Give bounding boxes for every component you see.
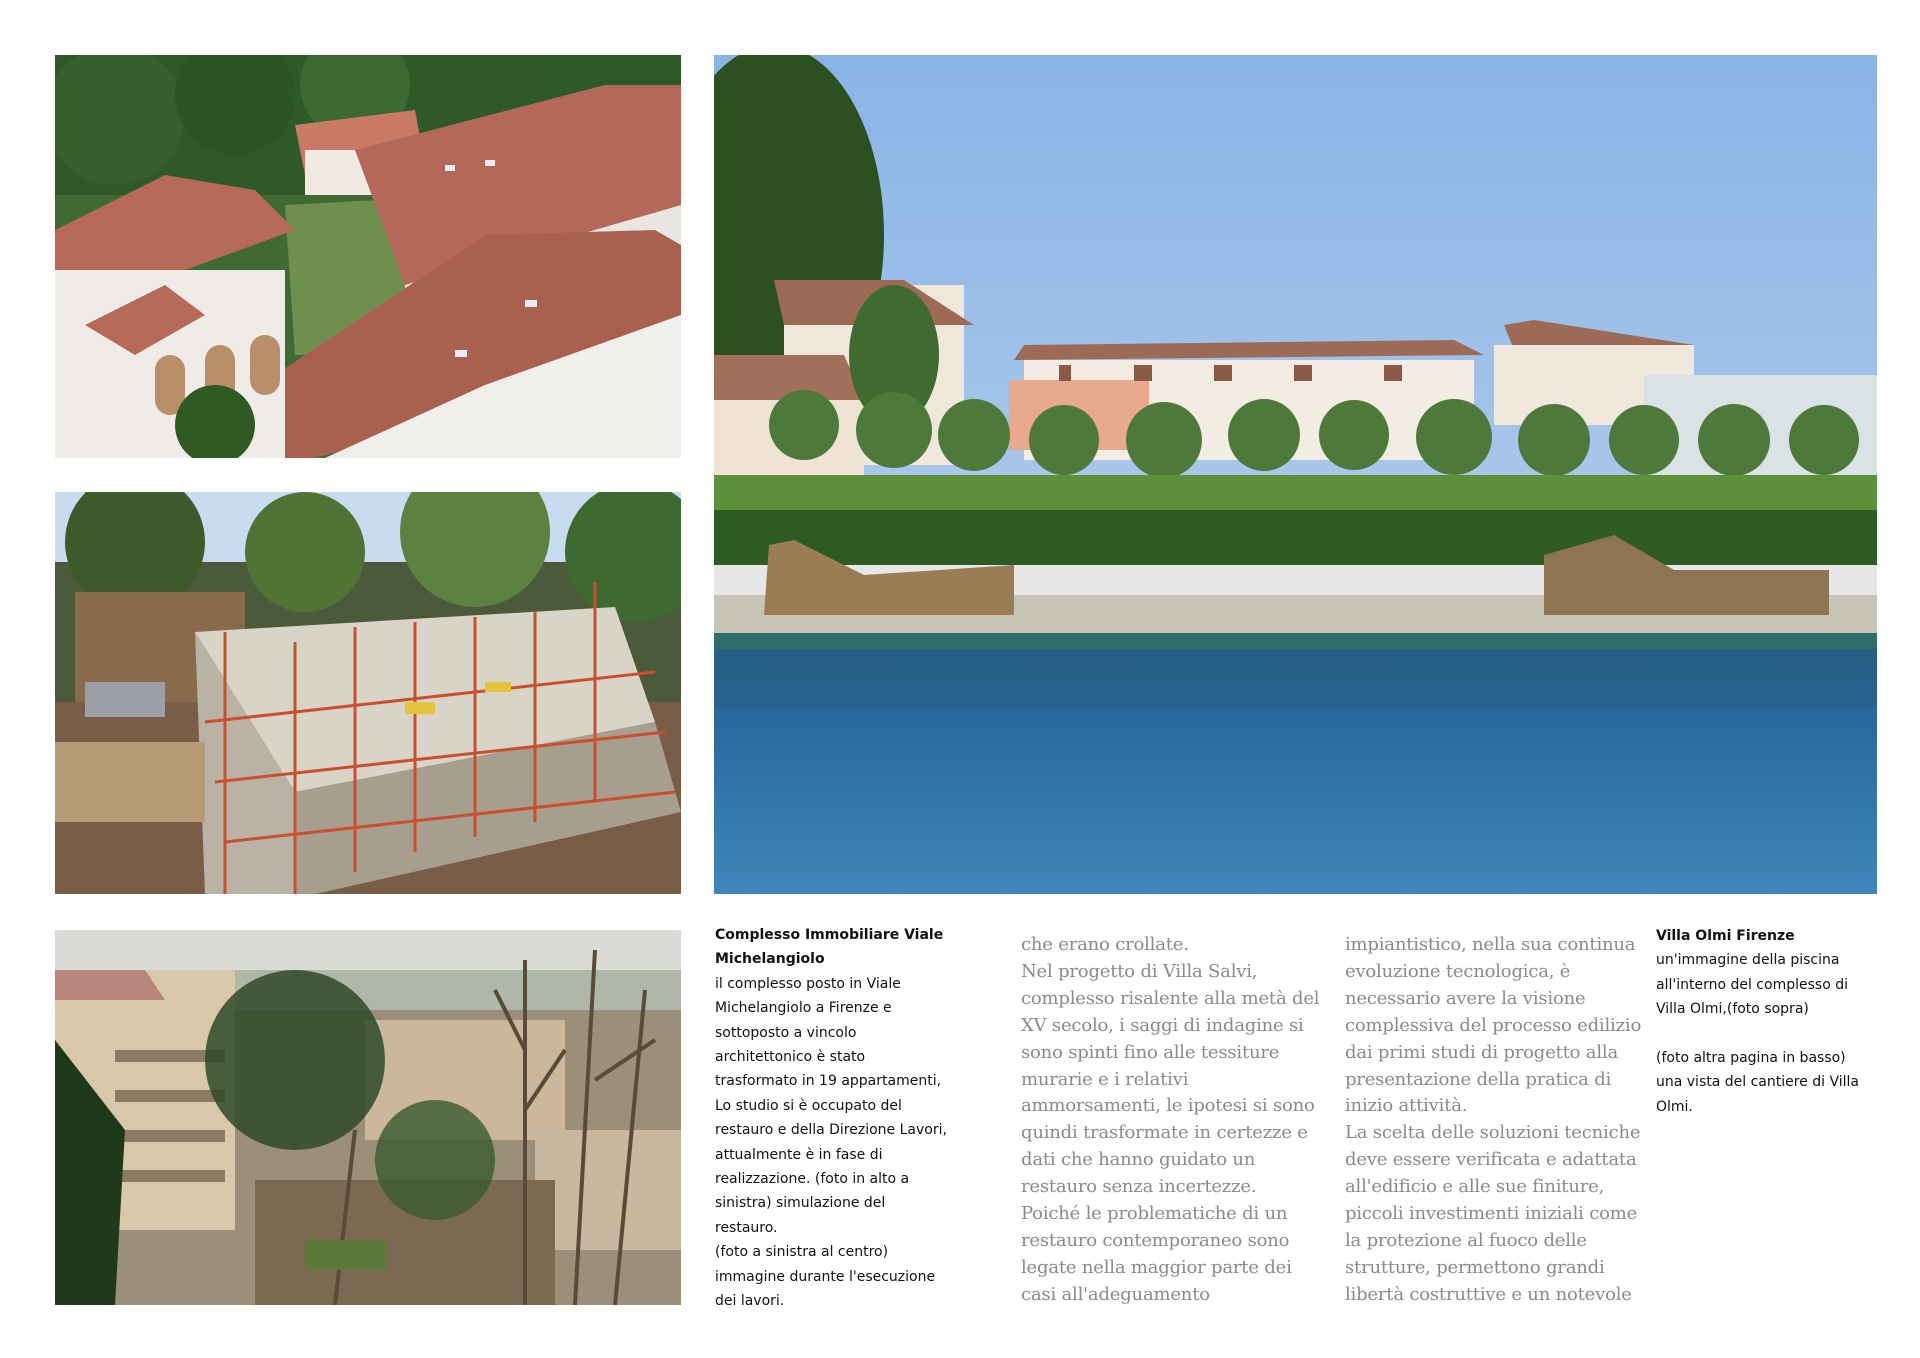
caption-left-line: trasformato in 19 appartamenti, [715, 1073, 942, 1090]
photo-rendering [55, 55, 681, 458]
body-line: strutture, permettono grandi [1345, 1256, 1605, 1278]
body-text-column-1 [1021, 932, 1321, 1309]
caption-right-title: Villa Olmi Firenze [1656, 928, 1795, 944]
caption-left-line: (foto a sinistra al centro) [715, 1244, 889, 1261]
rendering-image [55, 55, 681, 458]
body-line: XV secolo, i saggi di indagine si [1021, 1014, 1304, 1036]
body-line: dati che hanno guidato un [1021, 1149, 1256, 1171]
body-line: deve essere verificata e adattata [1345, 1149, 1637, 1171]
body-text-column-2 [1345, 932, 1645, 1309]
caption-left-line: Michelangiolo a Firenze e [715, 1000, 892, 1017]
caption-right-line [1656, 1022, 1896, 1046]
caption-left-line: immagine durante l'esecuzione [715, 1268, 936, 1285]
body-line: piccoli investimenti iniziali come [1345, 1203, 1638, 1225]
scaffolding-image [55, 492, 681, 894]
trees-image [55, 930, 681, 1305]
photo-trees [55, 930, 681, 1305]
caption-left-line: restauro. [715, 1219, 778, 1236]
body-line: evoluzione tecnologica, è [1345, 960, 1571, 982]
body-line: restauro contemporaneo sono [1021, 1229, 1290, 1251]
body-line: inizio attività. [1345, 1095, 1468, 1117]
caption-left-line: architettonico è stato [715, 1049, 866, 1066]
caption-complesso-michelangiolo [715, 923, 965, 1314]
caption-left-line: il complesso posto in Viale [715, 975, 901, 992]
caption-villa-olmi [1656, 924, 1896, 1119]
caption-left-line: sinistra) simulazione del [715, 1195, 886, 1212]
caption-left-title: Complesso Immobiliare Viale Michelangiolo [715, 927, 944, 968]
body-line: che erano crollate. [1021, 934, 1189, 955]
body-line: complessiva del processo edilizio [1345, 1014, 1642, 1036]
body-line: impiantistico, nella sua continua [1345, 934, 1636, 955]
photo-pool [714, 55, 1877, 894]
caption-right-line: un'immagine della piscina [1656, 952, 1840, 969]
caption-left-line: restauro e della Direzione Lavori, [715, 1122, 947, 1139]
caption-right-line: Villa Olmi,(foto sopra) [1656, 1001, 1809, 1018]
body-line: legate nella maggior parte dei [1021, 1256, 1292, 1278]
body-line: necessario avere la visione [1345, 987, 1586, 1009]
body-line: presentazione della pratica di [1345, 1068, 1612, 1090]
body-line: restauro senza incertezze. [1021, 1176, 1257, 1198]
body-line: ammorsamenti, le ipotesi si sono [1021, 1095, 1315, 1117]
caption-left-line: realizzazione. (foto in alto a [715, 1171, 910, 1188]
body-line: quindi trasformate in certezze e [1021, 1122, 1308, 1144]
pool-image [714, 55, 1877, 894]
caption-right-line: (foto altra pagina in basso) [1656, 1050, 1846, 1067]
body-line: Nel progetto di Villa Salvi, [1021, 960, 1258, 982]
body-line: Poiché le problematiche di un [1021, 1203, 1288, 1225]
caption-right-line: Olmi. [1656, 1098, 1693, 1115]
body-line: complesso risalente alla metà del [1021, 987, 1320, 1009]
body-line: casi all'adeguamento [1021, 1283, 1210, 1305]
body-line: libertà costruttive e un notevole [1345, 1283, 1632, 1305]
caption-left-line: attualmente è in fase di [715, 1146, 883, 1163]
caption-left-line: dei lavori. [715, 1293, 785, 1310]
body-line: sono spinti fino alle tessiture [1021, 1041, 1280, 1063]
caption-right-line: una vista del cantiere di Villa [1656, 1074, 1859, 1091]
caption-left-line: sottoposto a vincolo [715, 1024, 857, 1041]
body-line: all'edificio e alle sue finiture, [1345, 1176, 1605, 1198]
caption-right-line: all'interno del complesso di [1656, 976, 1848, 993]
body-line: murarie e i relativi [1021, 1068, 1189, 1090]
body-line: La scelta delle soluzioni tecniche [1345, 1122, 1641, 1144]
photo-scaffolding [55, 492, 681, 894]
caption-left-line: Lo studio si è occupato del [715, 1097, 902, 1114]
body-line: dai primi studi di progetto alla [1345, 1041, 1618, 1063]
body-line: la protezione al fuoco delle [1345, 1229, 1587, 1251]
